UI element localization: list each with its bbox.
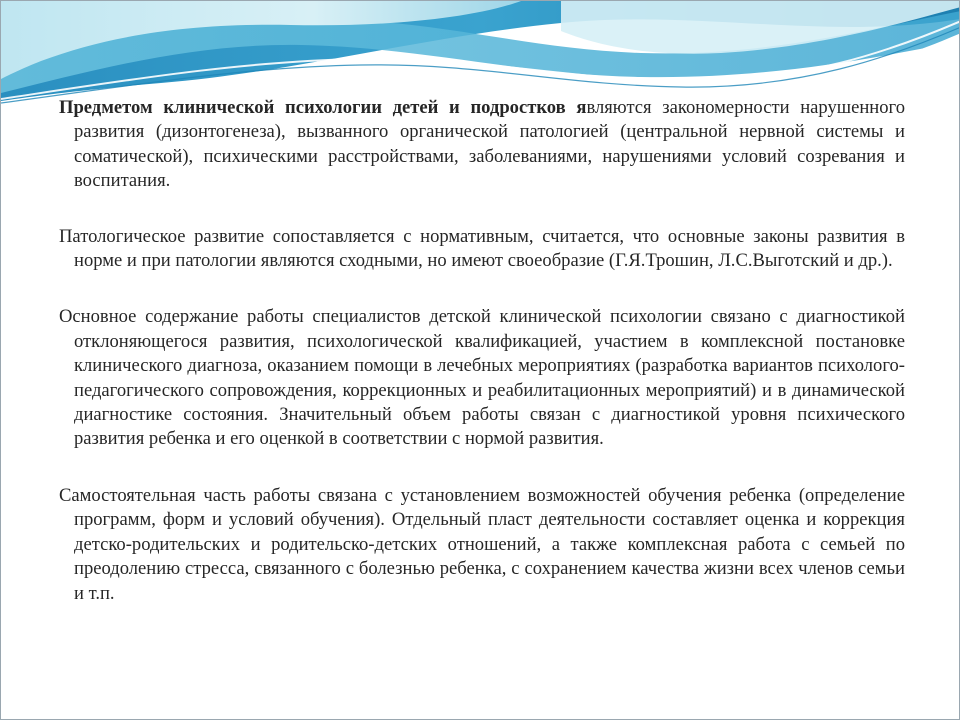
paragraph-text: Основное содержание работы специалистов детской клинической психологии связано с диагностикой отклоняющегося развития, психологической квалификацией, участием в комплексной постановке клинического диагноза, оказанием помощи в лечебных мероприятиях (разработка вариантов психолого-педагогического сопровождения, коррекционных и реабилитационных мероприятий) и в динамической диагностике состояния. Значительный объем работы связан с диагностикой уровня психического развития ребенка и его оценкой в соответствии с нормой развития. — [59, 306, 905, 450]
paragraph-bold-lead: Предметом клинической психологии детей и подростков я — [59, 97, 587, 118]
paragraph-text: вляются закономерности нарушенного развития (дизонтогенеза), вызванного органической патологией (центральной нервной системы и соматической), психическими расстройствами, заболеваниями, нарушениями условий созревания и воспитания. — [74, 97, 905, 192]
slide-body — [59, 96, 905, 638]
paragraph-text: Самостоятельная часть работы связана с установлением возможностей обучения ребенка (определение программ, форм и условий обучения). Отдельный пласт деятельности составляет оценка и коррекция детско-родительских и родительско-детских отношений, а также комплексная работа с семьей по преодолению стресса, связанного с болезнью ребенка, с сохранением качества жизни всех членов семьи и т.п. — [59, 484, 905, 604]
paragraph-pathological-development — [59, 225, 905, 274]
paragraph-text: Патологическое развитие сопоставляется с нормативным, считается, что основные законы развития в норме и при патологии являются сходными, но имеют своеобразие (Г.Я.Трошин, Л.С.Выготский и др.). — [59, 225, 905, 272]
paragraph-independent-work-part — [59, 484, 905, 606]
paragraph-subject-definition — [59, 96, 905, 194]
paragraph-main-work-content — [59, 305, 905, 451]
